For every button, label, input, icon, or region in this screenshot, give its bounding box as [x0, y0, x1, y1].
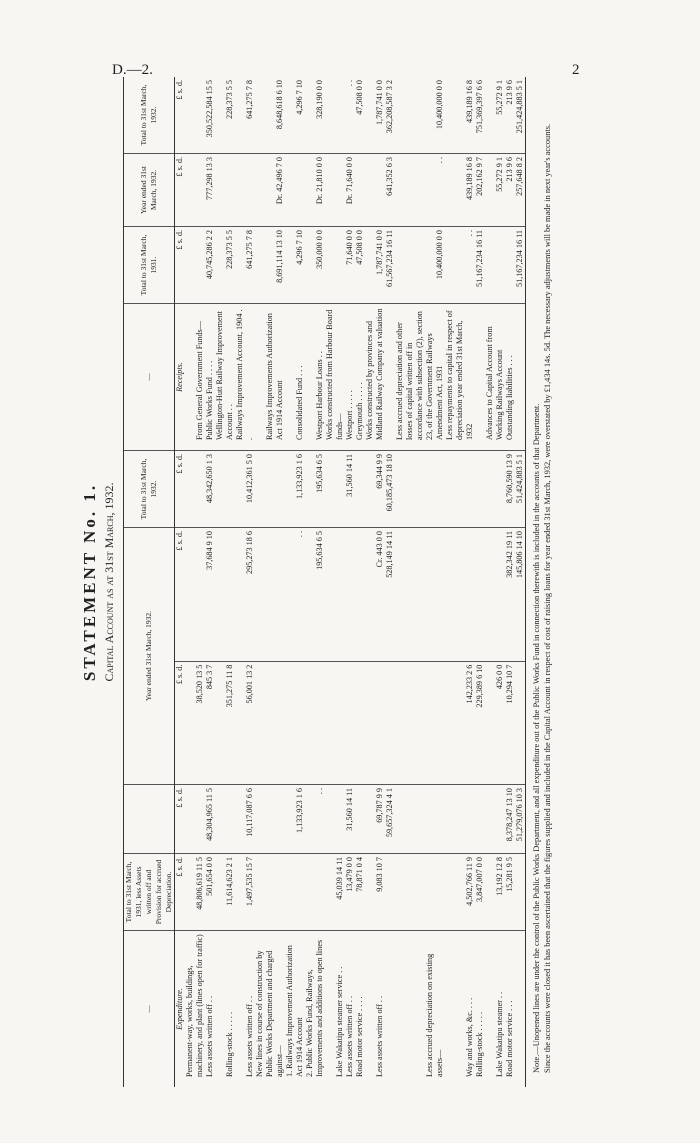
expenditure-amount: 4,502,766 11 9	[445, 854, 475, 931]
expenditure-amount	[395, 854, 445, 931]
expenditure-amount: 1,133,923 1 6	[285, 451, 305, 528]
receipt-amount: 251,424,883 5 1	[515, 77, 526, 154]
col-total-1932: Total to 31st March, 1932.	[124, 451, 175, 528]
receipt-amount: 51,167,234 16 11	[515, 227, 526, 304]
expenditure-amount	[215, 451, 235, 528]
expenditure-amount	[325, 528, 345, 662]
receipt-label: Works constructed by provinces and Midland Railway Company at valuation	[365, 304, 385, 451]
receipt-amount: 213 9 6	[505, 77, 515, 154]
expenditure-amount: 45,039 14 11	[325, 854, 345, 931]
statement-title: STATEMENT No. 1.	[80, 482, 99, 682]
expenditure-amount: 69,344 9 9	[365, 451, 385, 528]
expenditure-amount: 31,560 14 11	[345, 451, 355, 528]
table-row	[235, 77, 255, 1087]
expenditure-amount	[395, 528, 445, 662]
expenditure-amount	[185, 451, 205, 528]
expenditure-amount	[215, 528, 235, 662]
expenditure-label: 2. Public Works Fund, Railways, Improvements and additions to open lines	[305, 939, 324, 1077]
expenditure-amount: 51,279,076 10 3	[515, 785, 526, 854]
expenditure-amount: 426 0 0	[485, 661, 505, 784]
expenditure-heading: Expenditure.	[175, 988, 184, 1030]
table-row	[475, 77, 485, 1087]
col-total-1932-right: Total to 31st March, 1932.	[124, 77, 175, 154]
receipt-label: Works constructed from Harbour Board funds—	[325, 304, 345, 451]
receipt-amount: Dr. 71,640 0 0	[345, 154, 355, 227]
expenditure-amount	[385, 661, 395, 784]
receipt-amount: Dr. 21,810 0 0	[305, 154, 325, 227]
col-year-ended-1932: Year ended 31st March, 1932.	[124, 154, 175, 227]
receipt-amount: 55,272 9 1	[485, 154, 505, 227]
expenditure-amount	[255, 451, 285, 528]
expenditure-amount: . .	[285, 528, 305, 662]
expenditure-amount	[255, 528, 285, 662]
expenditure-amount: 48,304,965 11 5	[205, 785, 215, 854]
receipt-amount: Dr. 42,496 7 0	[255, 154, 285, 227]
expenditure-amount: 10,117,087 6 6	[235, 785, 255, 854]
receipt-label: Railways Improvement Account, 1904 . .	[235, 304, 255, 451]
table-row	[285, 77, 305, 1087]
receipt-amount: 47,508 0 0	[355, 77, 365, 154]
col-total-1931-less-net	[124, 785, 175, 854]
expenditure-label: Less assets written off . .	[205, 995, 214, 1077]
expenditure-amount: 3,847,007 0 0	[475, 854, 485, 931]
expenditure-label: Rolling-stock . . . . .	[475, 1011, 484, 1077]
receipt-amount: 10,400,000 0 0	[395, 227, 445, 304]
expenditure-amount	[365, 661, 385, 784]
expenditure-amount: 15,281 9 5	[505, 854, 515, 931]
expenditure-amount: 145,806 14 10	[515, 528, 526, 662]
receipt-amount: 257,648 8 2	[515, 154, 526, 227]
receipt-amount: 641,275 7 8	[235, 77, 255, 154]
table-body	[175, 77, 526, 1087]
expenditure-amount	[255, 785, 285, 854]
expenditure-amount	[475, 785, 485, 854]
expenditure-amount: 48,342,650 1 3	[205, 451, 215, 528]
receipt-amount	[185, 77, 205, 154]
unit-cell: £ s. d.	[175, 528, 186, 662]
expenditure-amount	[355, 528, 365, 662]
receipt-amount: 439,189 16 8	[445, 77, 475, 154]
receipt-label: Advances to Capital Account from Working Railways Account	[485, 304, 505, 451]
table-row	[205, 77, 215, 1087]
expenditure-amount: 142,233 2 6	[445, 661, 475, 784]
receipt-label: From General Government Funds—	[185, 304, 205, 451]
expenditure-amount: 60,185,473 18 10	[385, 451, 395, 528]
expenditure-amount: 11,614,623 2 1	[215, 854, 235, 931]
rotated-statement	[80, 77, 620, 1087]
expenditure-amount	[475, 528, 485, 662]
expenditure-amount: 31,560 14 11	[345, 785, 355, 854]
expenditure-amount	[345, 528, 355, 662]
expenditure-amount	[395, 785, 445, 854]
unit-cell: £ s. d.	[175, 661, 186, 784]
capital-account-table	[123, 77, 526, 1087]
expenditure-amount: 9,083 10 7	[365, 854, 385, 931]
expenditure-amount: 845 3 7	[205, 661, 215, 784]
expenditure-amount	[355, 451, 365, 528]
receipt-label: Less accrued depreciation and other losses of capital written off in accordance with subsection (2), section 23, of the Government Railways Amendment Act, 1931	[395, 304, 445, 451]
expenditure-amount: 69,787 9 9	[365, 785, 385, 854]
expenditure-amount	[255, 661, 285, 784]
receipt-amount: 350,522,584 15 5	[205, 77, 215, 154]
expenditure-amount	[355, 785, 365, 854]
receipt-amount: 71,640 0 0	[345, 227, 355, 304]
receipt-amount	[325, 154, 345, 227]
expenditure-amount: 351,275 11 8	[215, 661, 235, 784]
receipt-label: Outstanding liabilities . . .	[505, 304, 515, 451]
expenditure-amount	[305, 854, 325, 931]
expenditure-label: Lake Wakatipu steamer . .	[495, 991, 504, 1077]
expenditure-amount	[325, 451, 345, 528]
receipt-label: Westport . . . . .	[345, 304, 355, 451]
expenditure-label: Way and works, &c. . . .	[465, 997, 474, 1077]
col-total-1931: Total to 31st March, 1931.	[124, 227, 175, 304]
col-total-1931-less: Total to 31st March, 1931, less Assets written off and Provision for accrued Depreciation.	[124, 854, 175, 931]
expenditure-label	[515, 931, 526, 1088]
expenditure-amount: 10,294 10 7	[505, 661, 515, 784]
receipt-amount: 47,508 0 0	[355, 227, 365, 304]
expenditure-amount	[515, 661, 526, 784]
table-row	[485, 77, 505, 1087]
expenditure-label: Road motor service . . .	[505, 1000, 514, 1077]
expenditure-amount: 295,273 18 6	[235, 528, 255, 662]
table-row	[445, 77, 475, 1087]
receipt-amount: 61,567,234 16 11	[385, 227, 395, 304]
receipt-label: Less repayments to capital in respect of depreciation year ended 31st March, 1932	[445, 304, 475, 451]
expenditure-amount: 195,634 6 5	[305, 528, 325, 662]
expenditure-amount	[185, 528, 205, 662]
table-row	[395, 77, 445, 1087]
table-row	[355, 77, 365, 1087]
receipt-amount: 228,373 5 5	[215, 77, 235, 154]
table-row	[215, 77, 235, 1087]
expenditure-amount	[445, 528, 475, 662]
receipt-amount	[215, 154, 235, 227]
expenditure-amount	[285, 661, 305, 784]
expenditure-amount	[485, 785, 505, 854]
table-row	[345, 77, 355, 1087]
receipt-amount: 213 9 6	[505, 154, 515, 227]
expenditure-amount: 13,479 0 0	[345, 854, 355, 931]
expenditure-label: Permanent-way, works, buildings, machinery, and plant (lines open for traffic)	[185, 934, 204, 1077]
expenditure-label: 1. Railways Improvement Authorization Act 1914 Account	[285, 945, 304, 1077]
receipt-amount: 10,400,000 0 0	[395, 77, 445, 154]
expenditure-amount: 1,497,535 15 7	[235, 854, 255, 931]
expenditure-amount: 56,001 13 2	[235, 661, 255, 784]
receipt-amount	[485, 227, 505, 304]
expenditure-amount: Cr. 443 0 0	[365, 528, 385, 662]
expenditure-amount: 78,871 0 4	[355, 854, 365, 931]
receipt-amount: 51,167,234 16 11	[475, 227, 485, 304]
receipt-label	[475, 304, 485, 451]
expenditure-amount: 1,133,923 1 6	[285, 785, 305, 854]
col-year-1932: Year ended 31st March, 1932.	[124, 528, 175, 785]
expenditure-amount	[255, 854, 285, 931]
expenditure-amount: 528,149 14 11	[385, 528, 395, 662]
table-row	[365, 77, 385, 1087]
receipt-label: Wellington-Hutt Railway Improvement Account . .	[215, 304, 235, 451]
table-row	[505, 77, 515, 1087]
expenditure-amount: 8,378,247 13 10	[505, 785, 515, 854]
expenditure-amount	[445, 451, 475, 528]
receipts-heading: Receipts.	[175, 304, 186, 451]
expenditure-amount: 382,342 19 11	[505, 528, 515, 662]
receipt-amount: 8,691,114 13 10	[255, 227, 285, 304]
receipt-amount	[185, 227, 205, 304]
receipt-amount: 1,787,741 0 0	[365, 77, 385, 154]
expenditure-amount: 13,192 12 8	[485, 854, 505, 931]
receipt-amount	[325, 77, 345, 154]
receipt-amount	[505, 227, 515, 304]
expenditure-amount	[325, 785, 345, 854]
expenditure-amount	[345, 661, 355, 784]
receipt-label: Public Works Fund . . . .	[205, 304, 215, 451]
expenditure-amount: 229,389 6 10	[475, 661, 485, 784]
receipt-amount	[365, 154, 385, 227]
expenditure-amount	[395, 451, 445, 528]
table-row	[515, 77, 526, 1087]
receipt-amount: 362,208,587 3 2	[385, 77, 395, 154]
expenditure-label: Less assets written off . .	[375, 995, 384, 1077]
expenditure-amount: . .	[305, 785, 325, 854]
expenditure-amount: 48,806,619 11 5	[185, 854, 205, 931]
expenditure-amount	[515, 854, 526, 931]
expenditure-amount: 59,657,324 4 1	[385, 785, 395, 854]
receipt-amount: 641,275 7 8	[235, 227, 255, 304]
expenditure-amount	[475, 451, 485, 528]
receipt-label: Westport Harbour Loans . .	[305, 304, 325, 451]
unit-cell: £ s. d.	[175, 77, 186, 154]
expenditure-amount: 8,760,590 13 9	[505, 451, 515, 528]
expenditure-amount	[485, 528, 505, 662]
receipt-amount: 328,190 0 0	[305, 77, 325, 154]
table-row	[325, 77, 345, 1087]
expenditure-label: Less accrued depreciation on existing assets—	[425, 953, 444, 1077]
units-row	[175, 77, 186, 1087]
receipt-amount: . .	[345, 77, 355, 154]
expenditure-label: Road motor service . . . .	[355, 996, 364, 1077]
receipt-amount: 55,272 9 1	[485, 77, 505, 154]
receipt-amount: 4,296 7 10	[285, 77, 305, 154]
statement-subtitle: Capital Account as at 31st March, 1932.	[102, 482, 116, 682]
receipt-amount	[325, 227, 345, 304]
page-number: 2	[572, 62, 580, 78]
receipt-amount	[235, 154, 255, 227]
receipt-amount: 641,352 6 3	[385, 154, 395, 227]
expenditure-amount	[385, 854, 395, 931]
receipt-label: Railways Improvements Authorization Act 1914 Account	[255, 304, 285, 451]
expenditure-label: Rolling-stock . . . . .	[225, 1011, 234, 1077]
expenditure-amount	[285, 854, 305, 931]
receipt-amount: 202,162 9 7	[475, 154, 485, 227]
expenditure-label: Less assets written off . .	[345, 995, 354, 1077]
receipt-label: Consolidated Fund . . .	[285, 304, 305, 451]
expenditure-amount	[485, 451, 505, 528]
expenditure-amount: 10,412,361 5 0	[235, 451, 255, 528]
expenditure-amount	[215, 785, 235, 854]
unit-cell: £ s. d.	[175, 785, 186, 854]
receipt-amount	[185, 154, 205, 227]
expenditure-amount	[325, 661, 345, 784]
note-unopened-lines: Note.—Unopened lines are under the control of the Public Works Department, and all expenditure out of the Public Works Fund in connection therewith is included in the accounts of that Department.	[532, 403, 541, 1073]
expenditure-amount	[355, 661, 365, 784]
unit-cell: £ s. d.	[175, 227, 186, 304]
receipt-amount: 8,648,618 6 10	[255, 77, 285, 154]
expenditure-label	[385, 931, 395, 1088]
expenditure-amount: 38,520 13 5	[185, 661, 205, 784]
receipt-amount: 777,298 13 3	[205, 154, 215, 227]
table-row	[305, 77, 325, 1087]
expenditure-amount: 195,634 6 5	[305, 451, 325, 528]
receipt-amount	[355, 154, 365, 227]
col-blank-right: —	[124, 304, 175, 451]
table-row	[255, 77, 285, 1087]
expenditure-label: New lines in course of construction by Public Works Department and charged against—	[255, 950, 284, 1077]
col-blank-left: —	[124, 931, 175, 1088]
expenditure-amount: 501,654 0 0	[205, 854, 215, 931]
expenditure-amount	[445, 785, 475, 854]
expenditure-amount	[395, 661, 445, 784]
expenditure-amount: 37,684 9 10	[205, 528, 215, 662]
receipt-amount: 1,787,741 0 0	[365, 227, 385, 304]
receipt-amount: 439,189 16 8	[445, 154, 475, 227]
expenditure-label: Lake Wakatipu steamer service . .	[335, 966, 344, 1077]
expenditure-amount: 51,424,883 5 1	[515, 451, 526, 528]
unit-cell: £ s. d.	[175, 451, 186, 528]
receipt-label	[515, 304, 526, 451]
receipt-amount: 4,296 7 10	[285, 227, 305, 304]
unit-cell: £ s. d.	[175, 154, 186, 227]
expenditure-amount	[185, 785, 205, 854]
receipt-amount: 350,000 0 0	[305, 227, 325, 304]
receipt-amount: . .	[395, 154, 445, 227]
receipt-amount: 40,745,286 2 2	[205, 227, 215, 304]
unit-cell: £ s. d.	[175, 854, 186, 931]
table-row	[185, 77, 205, 1087]
receipt-amount: . .	[445, 227, 475, 304]
expenditure-amount	[305, 661, 325, 784]
receipt-amount	[285, 154, 305, 227]
receipt-amount: 751,369,397 6 6	[475, 77, 485, 154]
note-overstatement: Since the accounts were closed it has been ascertained that the figures supplied and included in the Capital Account in respect of cost of raising loans for year ended 31st March, 1932, were overstated by £1,434 14s. 5d. The necessary adjustments will be made in next year's accounts.	[543, 123, 552, 1073]
receipt-label	[385, 304, 395, 451]
notes	[531, 77, 553, 1087]
receipt-amount: 228,373 5 5	[215, 227, 235, 304]
page-reference: D.—2.	[112, 62, 153, 78]
table-row	[385, 77, 395, 1087]
expenditure-label: Less assets written off . .	[245, 995, 254, 1077]
receipt-label: Greymouth . . . . .	[355, 304, 365, 451]
